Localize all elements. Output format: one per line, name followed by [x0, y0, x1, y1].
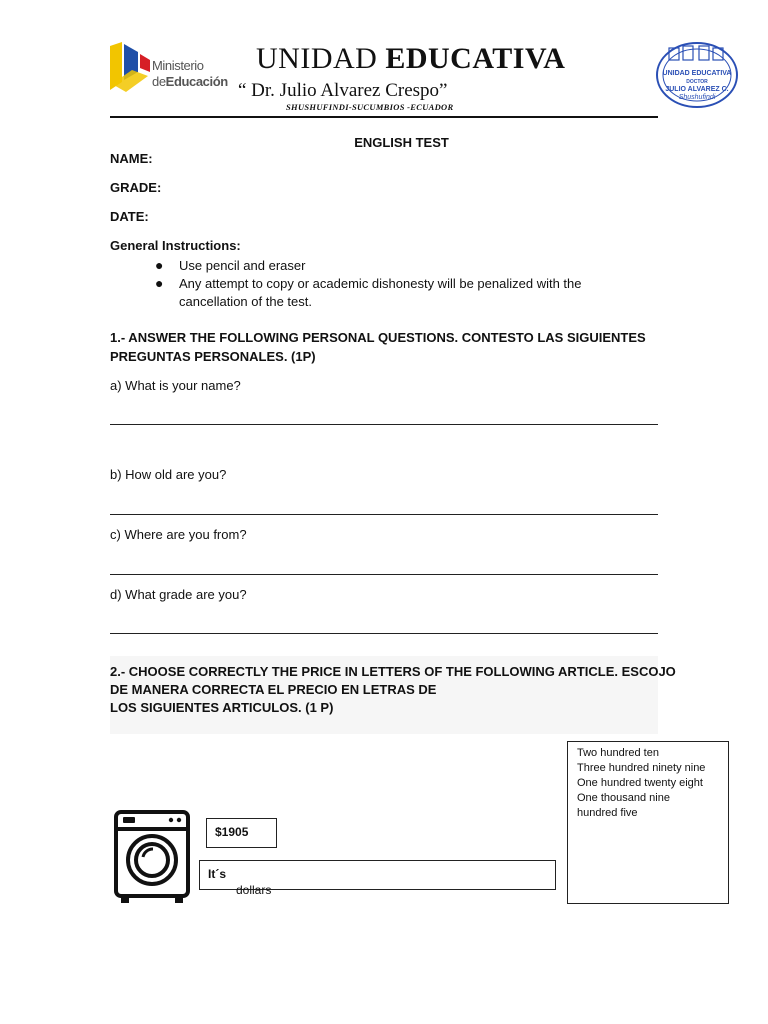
price-options-box — [567, 741, 729, 904]
instruction-item-continued: cancellation of the test. — [179, 294, 312, 309]
q2-heading-line1: 2.- CHOOSE CORRECTLY THE PRICE IN LETTERS OF THE FOLLOWING ARTICLE. ESCOJO — [110, 664, 676, 679]
school-seal-logo — [655, 40, 739, 110]
q1-b-prompt: b) How old are you? — [110, 467, 227, 482]
q1-heading-line2: PREGUNTAS PERSONALES. (1P) — [110, 349, 316, 364]
q1-a-answer-line[interactable] — [110, 424, 658, 425]
seal-top-text: UNIDAD EDUCATIVA — [662, 70, 732, 77]
ministry-line1: Ministerio — [152, 58, 204, 73]
date-label: DATE: — [110, 209, 149, 224]
school-subtitle: “ Dr. Julio Alvarez Crespo” — [238, 80, 448, 101]
instruction-item: ● Any attempt to copy or academic dishonesty will be penalized with the — [155, 275, 582, 291]
school-title — [256, 42, 565, 76]
q1-c-prompt: c) Where are you from? — [110, 527, 247, 542]
q2-heading-line2: DE MANERA CORRECTA EL PRECIO EN LETRAS DE — [110, 682, 437, 697]
q1-d-answer-line[interactable] — [110, 633, 658, 634]
instruction-item: ● Use pencil and eraser — [155, 257, 306, 273]
grade-label: GRADE: — [110, 180, 162, 195]
test-title: ENGLISH TEST — [354, 135, 449, 150]
q1-b-answer-line[interactable] — [110, 514, 658, 515]
bullet-icon: ● — [155, 275, 164, 291]
ministerio-educacion-logo — [108, 42, 228, 94]
price-option: One thousand nine — [577, 792, 670, 804]
header-rule — [110, 116, 658, 118]
washing-machine-icon — [113, 809, 191, 910]
q1-heading-line1: 1.- ANSWER THE FOLLOWING PERSONAL QUESTIONS. CONTESTO LAS SIGUIENTES — [110, 330, 646, 345]
price-option: Two hundred ten — [577, 747, 659, 759]
school-location: SHUSHUFINDI-SUCUMBIOS -ECUADOR — [286, 102, 454, 112]
name-label: NAME: — [110, 151, 153, 166]
q1-a-prompt: a) What is your name? — [110, 378, 241, 393]
q1-c-answer-line[interactable] — [110, 574, 658, 575]
instructions-label: General Instructions: — [110, 238, 241, 253]
price-tag — [206, 818, 277, 848]
seal-mid-text: DOCTOR — [686, 79, 708, 85]
title-bold: EDUCATIVA — [385, 42, 566, 75]
seal-name-text: JULIO ALVAREZ C. — [665, 86, 729, 93]
q2-heading-line3: LOS SIGUIENTES ARTICULOS. (1 P) — [110, 700, 334, 715]
price-option: Three hundred ninety nine — [577, 762, 706, 774]
ministerio-logo-icon — [108, 42, 152, 94]
ministry-line2: deEducación — [152, 74, 228, 89]
price-option: hundred five — [577, 807, 638, 819]
seal-bottom-text: Shushufindi — [678, 94, 716, 101]
price-value: $1905 — [215, 825, 249, 839]
price-option: One hundred twenty eight — [577, 777, 703, 789]
title-regular: UNIDAD — [256, 42, 378, 75]
bullet-icon: ● — [155, 257, 164, 273]
answer-suffix: dollars — [236, 883, 272, 897]
answer-prefix: It´s — [208, 867, 226, 881]
q1-d-prompt: d) What grade are you? — [110, 587, 247, 602]
